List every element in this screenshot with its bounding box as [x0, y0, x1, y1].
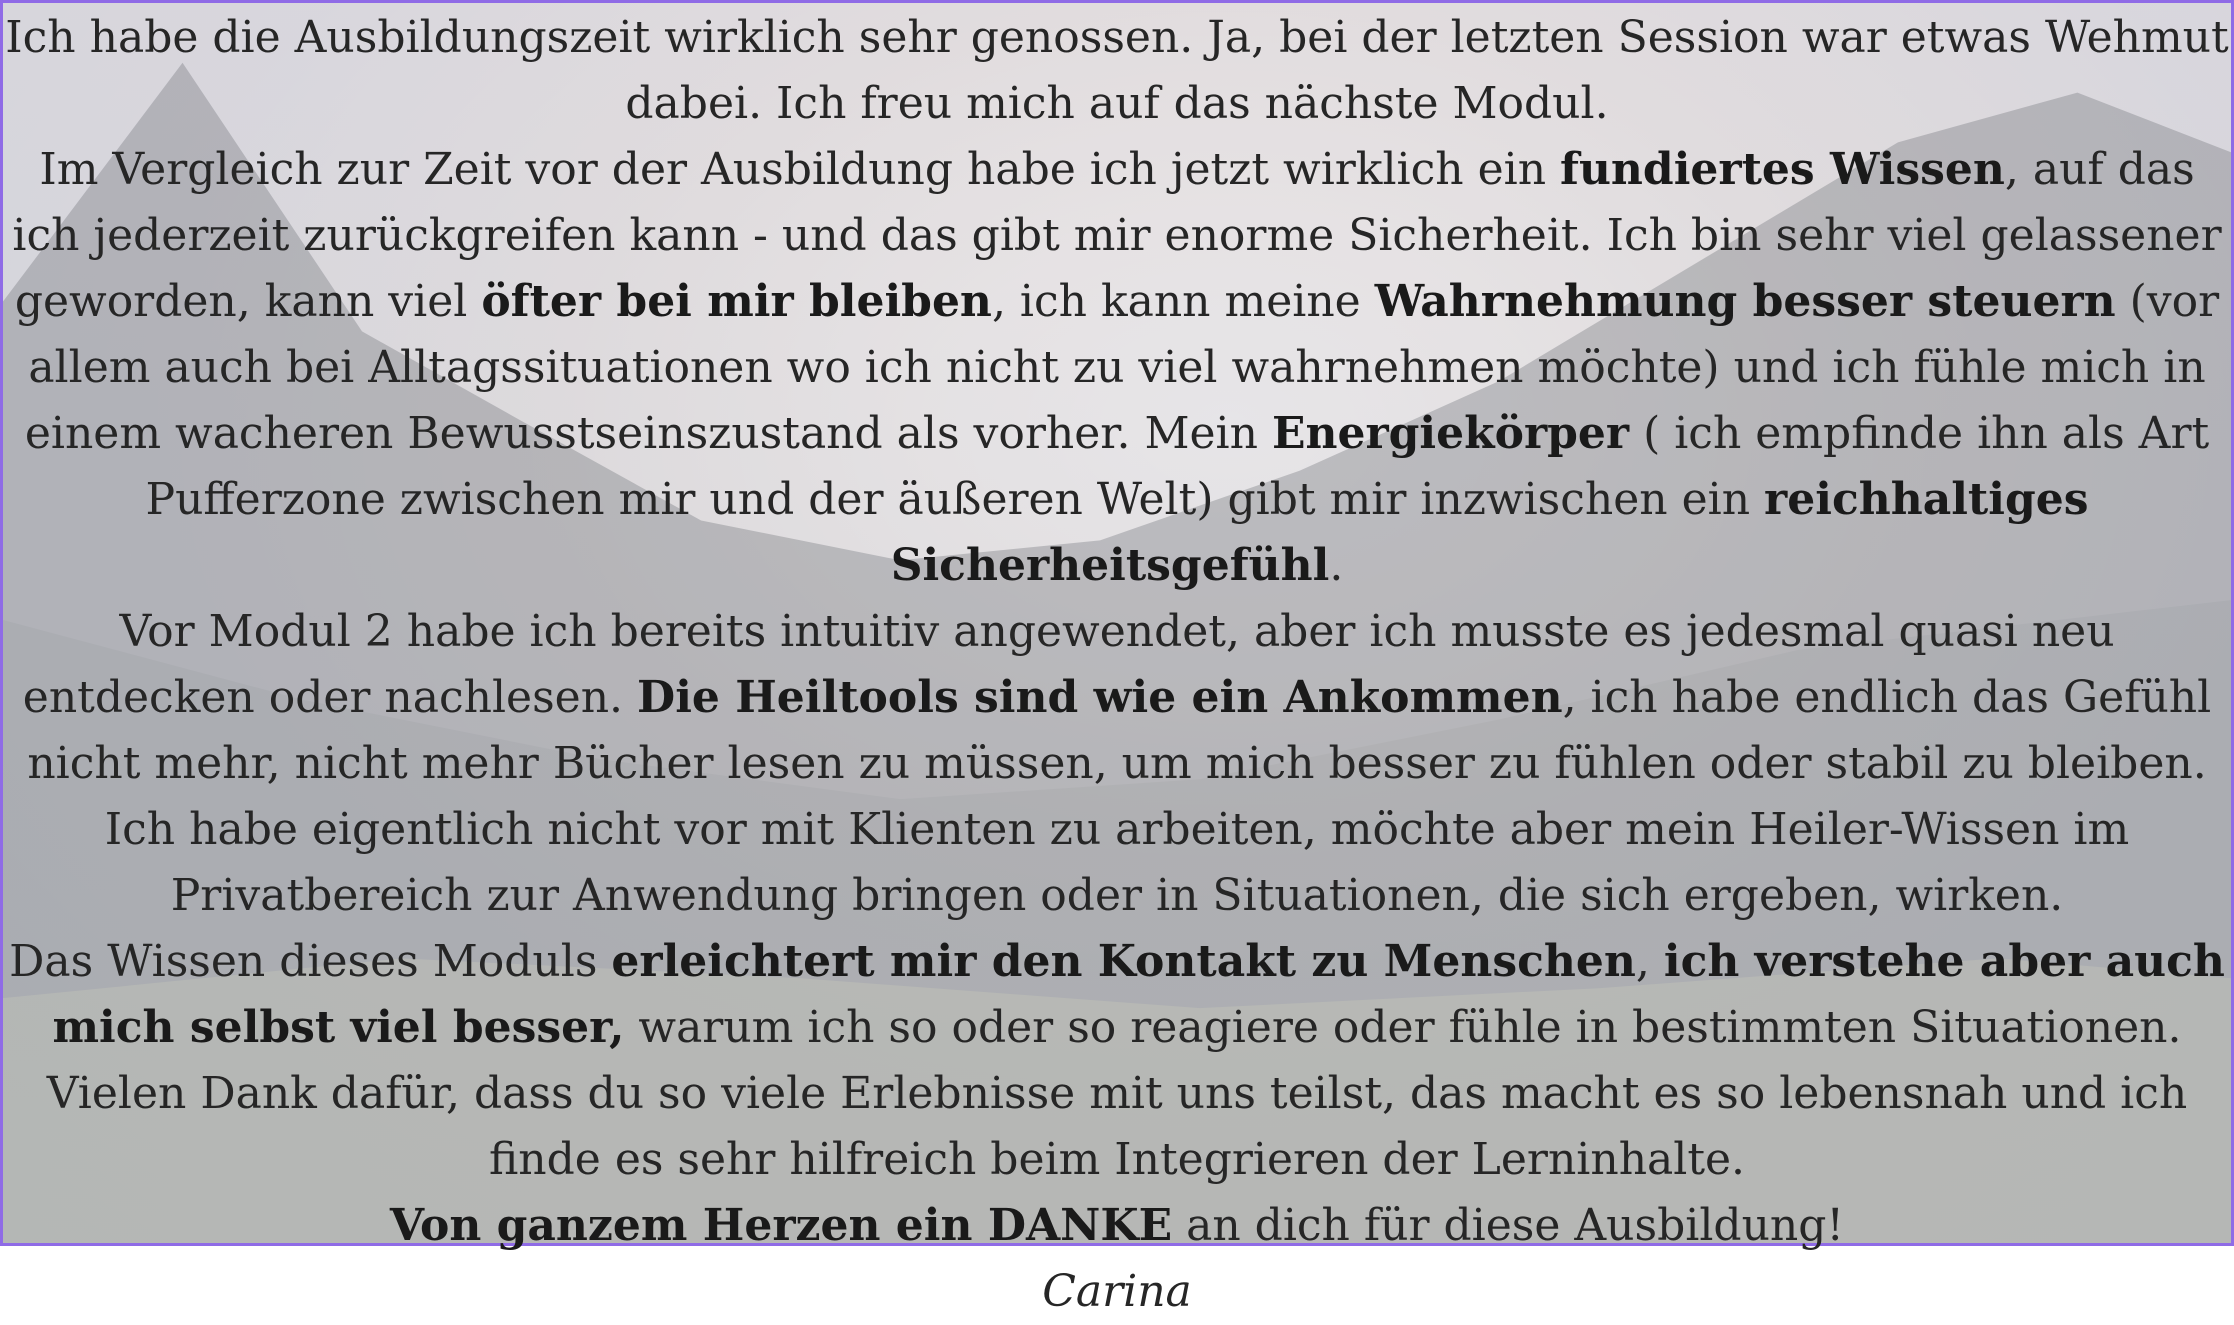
bold-phrase: Die Heiltools sind wie ein Ankommen	[637, 672, 1563, 723]
text-run: .	[1329, 540, 1344, 591]
text-run: Das Wissen dieses Moduls	[9, 936, 612, 987]
text-run: , ich habe endlich das Gefühl nicht mehr, nicht mehr Bücher lesen zu müssen, um mich besser zu fühlen oder stabil zu bleiben.	[27, 672, 2212, 789]
bold-phrase: Von ganzem Herzen ein DANKE	[389, 1200, 1173, 1251]
paragraph-6: Vielen Dank dafür, dass du so viele Erlebnisse mit uns teilst, das macht es so lebensnah und ich finde es sehr hilfreich beim Integrieren der Lerninhalte.	[46, 1068, 2188, 1185]
bold-phrase: fundiertes Wissen	[1560, 144, 2005, 195]
bold-phrase: öfter bei mir bleiben	[481, 276, 992, 327]
bold-phrase: erleichtert mir den Kontakt zu Menschen	[611, 936, 1636, 987]
paragraph-4: Ich habe eigentlich nicht vor mit Klienten zu arbeiten, möchte aber mein Heiler-Wissen im Privatbereich zur Anwendung bringen oder in Situationen, die sich ergeben, wirken.	[104, 804, 2130, 921]
paragraph-1: Ich habe die Ausbildungszeit wirklich sehr genossen. Ja, bei der letzten Session war etwas Wehmut dabei. Ich freu mich auf das nächste Modul.	[5, 12, 2229, 129]
paragraph-2	[5, 137, 2229, 599]
text-run: Vor Modul 2 habe ich bereits intuitiv angewendet, aber ich musste es jedesmal quasi neu entdecken oder nachlesen.	[22, 606, 2115, 723]
paragraph-3	[5, 599, 2229, 797]
paragraph-7	[5, 1193, 2229, 1259]
bold-phrase: Energiekörper	[1271, 408, 1630, 459]
text-run: ( ich empfinde ihn als Art Pufferzone zwischen mir und der äußeren Welt) gibt mir inzwischen ein	[145, 408, 2210, 525]
signature: Carina	[1042, 1266, 1192, 1317]
testimonial-text	[5, 3, 2229, 1325]
bold-phrase: ich verstehe aber auch mich selbst viel besser,	[52, 936, 2225, 1053]
text-run: ,	[1635, 936, 1664, 987]
text-run: , auf das ich jederzeit zurückgreifen kann - und das gibt mir enorme Sicherheit. Ich bin sehr viel gelassener geworden, kann viel	[12, 144, 2222, 327]
text-run: an dich für diese Ausbildung!	[1172, 1200, 1845, 1251]
text-run: (vor allem auch bei Alltagssituationen wo ich nicht zu viel wahrnehmen möchte) und ich fühle mich in einem wacheren Bewusstseinszustand als vorher. Mein	[24, 276, 2220, 459]
bold-phrase: reichhaltiges Sicherheitsgefühl	[890, 474, 2089, 591]
bold-phrase: Wahrnehmung besser steuern	[1374, 276, 2116, 327]
text-run: warum ich so oder so reagiere oder fühle in bestimmten Situationen.	[624, 1002, 2182, 1053]
paragraph-5	[5, 929, 2229, 1061]
text-run: Im Vergleich zur Zeit vor der Ausbildung habe ich jetzt wirklich ein	[39, 144, 1561, 195]
text-run: , ich kann meine	[991, 276, 1375, 327]
